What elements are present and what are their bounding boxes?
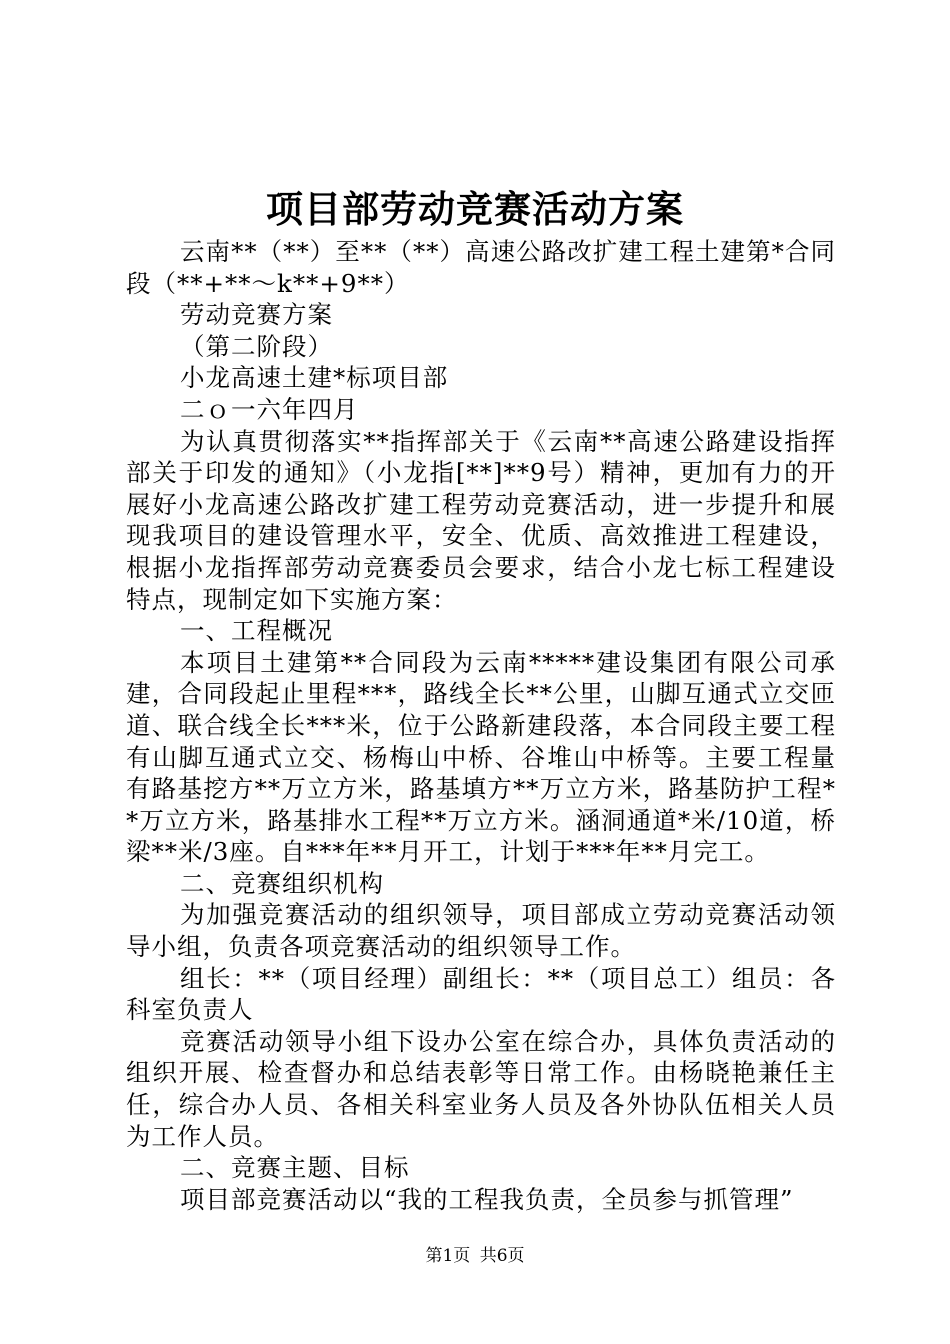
paragraph-office: 竞赛活动领导小组下设办公室在综合办，具体负责活动的组织开展、检查督办和总结表彰等日常工作。由杨晓艳兼任主任，综合办人员、各相关科室业务人员及各外协队伍相关人员为工作人员。 bbox=[126, 1026, 836, 1151]
paragraph-intro: 为认真贯彻落实**指挥部关于《云南**高速公路建设指挥部关于印发的通知》（小龙指[**]**9号）精神，更加有力的开展好小龙高速公路改扩建工程劳动竞赛活动，进一步提升和展现我项目的建设管理水平，安全、优质、高效推进工程建设，根据小龙指挥部劳动竞赛委员会要求，结合小龙七标工程建设特点，现制定如下实施方案： bbox=[126, 426, 836, 614]
page-footer bbox=[0, 1244, 950, 1268]
page-total: 共6页 bbox=[479, 1246, 525, 1266]
section-heading-overview: 一、工程概况 bbox=[180, 616, 333, 646]
section-heading-organization: 二、竞赛组织机构 bbox=[180, 868, 384, 898]
paragraph-organization: 为加强竞赛活动的组织领导，项目部成立劳动竞赛活动领导小组，负责各项竞赛活动的组织领导工作。 bbox=[126, 900, 836, 962]
paragraph-plan-name: 劳动竞赛方案 bbox=[180, 300, 333, 330]
paragraph-leaders: 组长：**（项目经理）副组长：**（项目总工）组员：各科室负责人 bbox=[126, 963, 836, 1025]
section-heading-theme: 二、竞赛主题、目标 bbox=[180, 1153, 410, 1183]
paragraph-theme: 项目部竞赛活动以“我的工程我负责，全员参与抓管理” bbox=[180, 1184, 794, 1214]
paragraph-project-name: 云南**（**）至**（**）高速公路改扩建工程土建第*合同段（**+**～k**+9**） bbox=[126, 237, 836, 298]
document-title: 项目部劳动竞赛活动方案 bbox=[266, 187, 684, 231]
page-number: 第1页 bbox=[425, 1246, 471, 1266]
paragraph-stage: （第二阶段） bbox=[180, 331, 333, 361]
paragraph-date: 二ｏ一六年四月 bbox=[180, 394, 359, 424]
paragraph-overview: 本项目土建第**合同段为云南*****建设集团有限公司承建，合同段起止里程***，路线全长**公里，山脚互通式立交匝道、联合线全长***米，位于公路新建段落，本合同段主要工程有山脚互通式立交、杨梅山中桥、谷堆山中桥等。主要工程量有路基挖方**万立方米，路基填方**万立方米，路基防护工程**万立方米，路基排水工程**万立方米。涵洞通道*米/10道，桥梁**米/3座。自***年**月开工，计划于***年**月完工。 bbox=[126, 647, 836, 867]
document-body bbox=[126, 236, 836, 1215]
paragraph-department: 小龙高速土建*标项目部 bbox=[180, 363, 449, 393]
